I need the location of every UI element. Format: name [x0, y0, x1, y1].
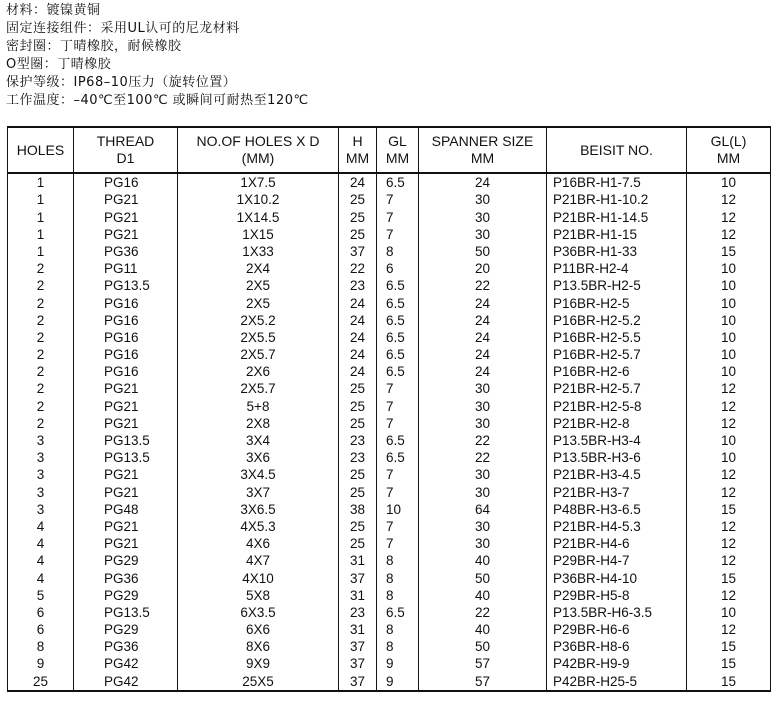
- cell-h: 31: [339, 552, 377, 569]
- cell-thread: PG21: [74, 518, 178, 535]
- cell-holes-x-d: 25X5: [178, 672, 339, 690]
- table-row: [8, 329, 771, 346]
- cell-part-number: P21BR-H4-6: [547, 535, 687, 552]
- cell-thread: PG48: [74, 501, 178, 518]
- spec-material: 材料：镀镍黄铜: [6, 3, 101, 18]
- cell-h: 25: [339, 226, 377, 243]
- cell-gl: 6.5: [377, 277, 419, 294]
- cell-holes: 3: [8, 449, 74, 466]
- cell-h: 37: [339, 655, 377, 672]
- table-row: [8, 501, 771, 518]
- cell-gl-l: 15: [687, 501, 771, 518]
- cell-holes-x-d: 9X9: [178, 655, 339, 672]
- cell-holes: 3: [8, 501, 74, 518]
- cell-spanner-size: 30: [419, 397, 547, 414]
- cell-spanner-size: 24: [419, 312, 547, 329]
- cell-part-number: P21BR-H1-14.5: [547, 208, 687, 225]
- cell-spanner-size: 22: [419, 277, 547, 294]
- cell-gl: 7: [377, 397, 419, 414]
- cell-gl-l: 15: [687, 243, 771, 260]
- cell-holes-x-d: 3X6: [178, 449, 339, 466]
- cell-gl-l: 12: [687, 518, 771, 535]
- cell-part-number: P13.5BR-H2-5: [547, 277, 687, 294]
- cell-part-number: P21BR-H4-5.3: [547, 518, 687, 535]
- material-spec-list: [6, 2, 309, 110]
- cell-holes-x-d: 3X4: [178, 432, 339, 449]
- cell-gl-l: 10: [687, 173, 771, 191]
- cell-thread: PG21: [74, 415, 178, 432]
- cell-spanner-size: 30: [419, 535, 547, 552]
- table-row: [8, 466, 771, 483]
- cell-holes: 2: [8, 363, 74, 380]
- cell-spanner-size: 24: [419, 173, 547, 191]
- cell-thread: PG21: [74, 535, 178, 552]
- cell-h: 25: [339, 466, 377, 483]
- cell-part-number: P21BR-H1-10.2: [547, 191, 687, 208]
- cell-h: 24: [339, 173, 377, 191]
- cell-holes: 3: [8, 432, 74, 449]
- cell-gl: 6.5: [377, 329, 419, 346]
- cell-holes: 25: [8, 672, 74, 690]
- cell-spanner-size: 30: [419, 518, 547, 535]
- cell-gl-l: 12: [687, 191, 771, 208]
- parts-table-body: [8, 173, 771, 691]
- cell-holes-x-d: 1X10.2: [178, 191, 339, 208]
- cell-spanner-size: 24: [419, 294, 547, 311]
- cell-holes: 1: [8, 226, 74, 243]
- cell-h: 37: [339, 638, 377, 655]
- spec-fixing-component: 固定连接组件：采用UL认可的尼龙材料: [6, 21, 240, 36]
- table-row: [8, 587, 771, 604]
- cell-holes: 3: [8, 483, 74, 500]
- cell-h: 22: [339, 260, 377, 277]
- cell-gl: 6.5: [377, 294, 419, 311]
- cell-holes: 4: [8, 518, 74, 535]
- table-row: [8, 621, 771, 638]
- cell-holes-x-d: 2X4: [178, 260, 339, 277]
- cell-part-number: P11BR-H2-4: [547, 260, 687, 277]
- cell-gl-l: 12: [687, 552, 771, 569]
- table-row: [8, 294, 771, 311]
- cell-h: 23: [339, 449, 377, 466]
- cell-spanner-size: 57: [419, 655, 547, 672]
- cell-holes: 2: [8, 260, 74, 277]
- cell-spanner-size: 30: [419, 415, 547, 432]
- cell-holes: 2: [8, 312, 74, 329]
- cell-gl: 9: [377, 655, 419, 672]
- cell-thread: PG21: [74, 208, 178, 225]
- cell-gl: 6.5: [377, 432, 419, 449]
- cell-spanner-size: 24: [419, 346, 547, 363]
- cell-holes: 6: [8, 604, 74, 621]
- cell-h: 24: [339, 346, 377, 363]
- cell-gl: 7: [377, 380, 419, 397]
- cell-h: 23: [339, 432, 377, 449]
- cell-part-number: P13.5BR-H3-6: [547, 449, 687, 466]
- cell-h: 23: [339, 277, 377, 294]
- parts-table: [7, 126, 771, 692]
- table-row: [8, 260, 771, 277]
- cell-holes: 1: [8, 173, 74, 191]
- cell-gl: 7: [377, 226, 419, 243]
- cell-part-number: P13.5BR-H6-3.5: [547, 604, 687, 621]
- header-h: H MM: [339, 127, 377, 173]
- spec-operating-temperature: 工作温度：–40℃至100℃ 或瞬间可耐热至120℃: [6, 93, 309, 108]
- cell-holes-x-d: 4X6: [178, 535, 339, 552]
- cell-spanner-size: 30: [419, 191, 547, 208]
- spec-seal: 密封圈：丁晴橡胶，耐候橡胶: [6, 39, 182, 54]
- cell-h: 25: [339, 483, 377, 500]
- table-row: [8, 277, 771, 294]
- cell-thread: PG21: [74, 191, 178, 208]
- cell-holes-x-d: 1X15: [178, 226, 339, 243]
- cell-gl: 8: [377, 638, 419, 655]
- cell-h: 24: [339, 363, 377, 380]
- cell-holes: 3: [8, 466, 74, 483]
- cell-h: 37: [339, 672, 377, 690]
- cell-part-number: P21BR-H3-7: [547, 483, 687, 500]
- cell-gl-l: 15: [687, 655, 771, 672]
- cell-h: 24: [339, 329, 377, 346]
- cell-thread: PG21: [74, 380, 178, 397]
- cell-h: 25: [339, 518, 377, 535]
- table-row: [8, 569, 771, 586]
- table-row: [8, 655, 771, 672]
- cell-part-number: P36BR-H1-33: [547, 243, 687, 260]
- header-holes: HOLES: [8, 127, 74, 173]
- cell-holes-x-d: 8X6: [178, 638, 339, 655]
- cell-thread: PG13.5: [74, 432, 178, 449]
- cell-gl: 7: [377, 466, 419, 483]
- cell-gl-l: 12: [687, 380, 771, 397]
- cell-holes-x-d: 2X5.7: [178, 346, 339, 363]
- cell-holes: 4: [8, 552, 74, 569]
- cell-gl-l: 12: [687, 483, 771, 500]
- cell-part-number: P36BR-H4-10: [547, 569, 687, 586]
- cell-holes: 2: [8, 346, 74, 363]
- cell-part-number: P36BR-H8-6: [547, 638, 687, 655]
- cell-thread: PG21: [74, 226, 178, 243]
- cell-thread: PG16: [74, 312, 178, 329]
- cell-spanner-size: 30: [419, 466, 547, 483]
- cell-gl: 7: [377, 483, 419, 500]
- cell-gl-l: 12: [687, 621, 771, 638]
- cell-holes: 2: [8, 329, 74, 346]
- cell-part-number: P16BR-H2-5.2: [547, 312, 687, 329]
- cell-part-number: P42BR-H25-5: [547, 672, 687, 690]
- table-row: [8, 346, 771, 363]
- cell-holes: 8: [8, 638, 74, 655]
- cell-spanner-size: 50: [419, 569, 547, 586]
- table-header-row: [8, 127, 771, 173]
- cell-gl: 7: [377, 518, 419, 535]
- table-row: [8, 518, 771, 535]
- cell-gl: 6: [377, 260, 419, 277]
- table-row: [8, 432, 771, 449]
- cell-spanner-size: 64: [419, 501, 547, 518]
- cell-gl-l: 12: [687, 535, 771, 552]
- table-row: [8, 226, 771, 243]
- cell-holes: 2: [8, 277, 74, 294]
- cell-h: 24: [339, 312, 377, 329]
- cell-gl: 10: [377, 501, 419, 518]
- cell-holes-x-d: 2X8: [178, 415, 339, 432]
- cell-spanner-size: 22: [419, 432, 547, 449]
- cell-spanner-size: 50: [419, 243, 547, 260]
- header-part-number: BEISIT NO.: [547, 127, 687, 173]
- cell-holes-x-d: 3X4.5: [178, 466, 339, 483]
- table-row: [8, 415, 771, 432]
- cell-holes-x-d: 1X33: [178, 243, 339, 260]
- cell-holes-x-d: 4X7: [178, 552, 339, 569]
- cell-gl-l: 12: [687, 466, 771, 483]
- cell-gl-l: 15: [687, 672, 771, 690]
- cell-spanner-size: 24: [419, 363, 547, 380]
- cell-part-number: P21BR-H1-15: [547, 226, 687, 243]
- cell-thread: PG29: [74, 621, 178, 638]
- cell-gl-l: 12: [687, 587, 771, 604]
- cell-gl-l: 10: [687, 294, 771, 311]
- cell-thread: PG21: [74, 397, 178, 414]
- cell-gl-l: 10: [687, 604, 771, 621]
- cell-thread: PG42: [74, 672, 178, 690]
- cell-thread: PG42: [74, 655, 178, 672]
- cell-spanner-size: 30: [419, 226, 547, 243]
- cell-h: 31: [339, 587, 377, 604]
- cell-part-number: P29BR-H4-7: [547, 552, 687, 569]
- table-row: [8, 483, 771, 500]
- table-row: [8, 535, 771, 552]
- table-row: [8, 552, 771, 569]
- cell-h: 25: [339, 535, 377, 552]
- cell-thread: PG16: [74, 346, 178, 363]
- cell-part-number: P29BR-H5-8: [547, 587, 687, 604]
- cell-gl: 7: [377, 535, 419, 552]
- cell-holes-x-d: 2X5: [178, 277, 339, 294]
- cell-spanner-size: 40: [419, 587, 547, 604]
- cell-spanner-size: 40: [419, 621, 547, 638]
- cell-holes: 1: [8, 191, 74, 208]
- cell-holes-x-d: 4X5.3: [178, 518, 339, 535]
- table-row: [8, 312, 771, 329]
- cell-gl: 8: [377, 552, 419, 569]
- cell-h: 25: [339, 191, 377, 208]
- cell-holes: 1: [8, 208, 74, 225]
- cell-gl-l: 10: [687, 312, 771, 329]
- cell-gl-l: 10: [687, 432, 771, 449]
- table-row: [8, 243, 771, 260]
- table-row: [8, 191, 771, 208]
- cell-gl: 8: [377, 243, 419, 260]
- cell-holes: 2: [8, 294, 74, 311]
- cell-gl-l: 10: [687, 363, 771, 380]
- cell-gl: 8: [377, 569, 419, 586]
- header-thread: THREAD D1: [74, 127, 178, 173]
- table-row: [8, 397, 771, 414]
- cell-gl-l: 10: [687, 277, 771, 294]
- table-row: [8, 604, 771, 621]
- cell-holes: 2: [8, 397, 74, 414]
- cell-gl-l: 10: [687, 449, 771, 466]
- header-gl-l: GL(L) MM: [687, 127, 771, 173]
- cell-gl: 6.5: [377, 173, 419, 191]
- cell-thread: PG29: [74, 587, 178, 604]
- cell-spanner-size: 50: [419, 638, 547, 655]
- cell-h: 25: [339, 415, 377, 432]
- header-holes-x-d: NO.OF HOLES X D (MM): [178, 127, 339, 173]
- cell-holes: 4: [8, 535, 74, 552]
- cell-thread: PG13.5: [74, 277, 178, 294]
- cell-gl: 6.5: [377, 363, 419, 380]
- cell-holes: 5: [8, 587, 74, 604]
- cell-holes-x-d: 2X5.5: [178, 329, 339, 346]
- cell-gl: 8: [377, 621, 419, 638]
- cell-holes-x-d: 2X5.2: [178, 312, 339, 329]
- cell-thread: PG16: [74, 329, 178, 346]
- cell-holes: 6: [8, 621, 74, 638]
- cell-h: 24: [339, 294, 377, 311]
- cell-part-number: P13.5BR-H3-4: [547, 432, 687, 449]
- cell-spanner-size: 22: [419, 604, 547, 621]
- cell-gl: 6.5: [377, 312, 419, 329]
- cell-gl-l: 10: [687, 346, 771, 363]
- cell-gl-l: 15: [687, 569, 771, 586]
- cell-thread: PG13.5: [74, 604, 178, 621]
- cell-thread: PG16: [74, 363, 178, 380]
- cell-gl-l: 12: [687, 226, 771, 243]
- table-row: [8, 380, 771, 397]
- cell-part-number: P21BR-H3-4.5: [547, 466, 687, 483]
- cell-spanner-size: 30: [419, 380, 547, 397]
- spec-protection-class: 保护等级：IP68–10压力（旋转位置）: [6, 75, 237, 90]
- cell-gl: 7: [377, 415, 419, 432]
- table-row: [8, 363, 771, 380]
- cell-part-number: P21BR-H2-5.7: [547, 380, 687, 397]
- cell-h: 25: [339, 380, 377, 397]
- header-spanner-size: SPANNER SIZE MM: [419, 127, 547, 173]
- cell-thread: PG36: [74, 243, 178, 260]
- cell-holes-x-d: 5+8: [178, 397, 339, 414]
- cell-spanner-size: 57: [419, 672, 547, 690]
- cell-thread: PG16: [74, 294, 178, 311]
- cell-spanner-size: 40: [419, 552, 547, 569]
- cell-part-number: P21BR-H2-8: [547, 415, 687, 432]
- cell-thread: PG36: [74, 638, 178, 655]
- cell-spanner-size: 30: [419, 208, 547, 225]
- cell-gl: 6.5: [377, 346, 419, 363]
- cell-thread: PG21: [74, 483, 178, 500]
- cell-holes-x-d: 5X8: [178, 587, 339, 604]
- table-row: [8, 638, 771, 655]
- cell-holes-x-d: 2X5.7: [178, 380, 339, 397]
- cell-gl: 7: [377, 191, 419, 208]
- table-row: [8, 672, 771, 690]
- cell-holes-x-d: 6X3.5: [178, 604, 339, 621]
- cell-thread: PG36: [74, 569, 178, 586]
- cell-spanner-size: 30: [419, 483, 547, 500]
- cell-thread: PG29: [74, 552, 178, 569]
- cell-spanner-size: 24: [419, 329, 547, 346]
- cell-part-number: P21BR-H2-5-8: [547, 397, 687, 414]
- cell-gl-l: 10: [687, 260, 771, 277]
- cell-part-number: P16BR-H2-6: [547, 363, 687, 380]
- cell-h: 23: [339, 604, 377, 621]
- cell-thread: PG21: [74, 466, 178, 483]
- cell-part-number: P48BR-H3-6.5: [547, 501, 687, 518]
- table-row: [8, 208, 771, 225]
- cell-h: 25: [339, 397, 377, 414]
- cell-holes-x-d: 3X7: [178, 483, 339, 500]
- cell-holes: 2: [8, 380, 74, 397]
- cell-gl-l: 10: [687, 329, 771, 346]
- cell-part-number: P16BR-H2-5: [547, 294, 687, 311]
- cell-gl: 9: [377, 672, 419, 690]
- cell-gl: 7: [377, 208, 419, 225]
- spec-o-ring: O型圈：丁晴橡胶: [6, 57, 112, 72]
- cell-part-number: P16BR-H2-5.7: [547, 346, 687, 363]
- table-row: [8, 449, 771, 466]
- cell-holes: 2: [8, 415, 74, 432]
- cell-h: 37: [339, 243, 377, 260]
- cell-holes: 1: [8, 243, 74, 260]
- cell-h: 31: [339, 621, 377, 638]
- cell-holes-x-d: 2X5: [178, 294, 339, 311]
- table-row: [8, 173, 771, 191]
- cell-h: 38: [339, 501, 377, 518]
- cell-gl: 6.5: [377, 604, 419, 621]
- cell-gl-l: 12: [687, 397, 771, 414]
- cell-holes-x-d: 1X7.5: [178, 173, 339, 191]
- cell-holes-x-d: 2X6: [178, 363, 339, 380]
- cell-part-number: P42BR-H9-9: [547, 655, 687, 672]
- cell-part-number: P29BR-H6-6: [547, 621, 687, 638]
- cell-h: 37: [339, 569, 377, 586]
- cell-holes-x-d: 3X6.5: [178, 501, 339, 518]
- cell-gl: 8: [377, 587, 419, 604]
- cell-holes-x-d: 4X10: [178, 569, 339, 586]
- cell-gl-l: 12: [687, 208, 771, 225]
- cell-gl: 6.5: [377, 449, 419, 466]
- cell-holes-x-d: 6X6: [178, 621, 339, 638]
- cell-thread: PG11: [74, 260, 178, 277]
- cell-gl-l: 12: [687, 415, 771, 432]
- cell-holes: 4: [8, 569, 74, 586]
- cell-holes: 9: [8, 655, 74, 672]
- cell-part-number: P16BR-H1-7.5: [547, 173, 687, 191]
- cell-thread: PG13.5: [74, 449, 178, 466]
- cell-part-number: P16BR-H2-5.5: [547, 329, 687, 346]
- cell-h: 25: [339, 208, 377, 225]
- cell-gl-l: 15: [687, 638, 771, 655]
- cell-holes-x-d: 1X14.5: [178, 208, 339, 225]
- header-gl: GL MM: [377, 127, 419, 173]
- cell-spanner-size: 20: [419, 260, 547, 277]
- cell-thread: PG16: [74, 173, 178, 191]
- cell-spanner-size: 22: [419, 449, 547, 466]
